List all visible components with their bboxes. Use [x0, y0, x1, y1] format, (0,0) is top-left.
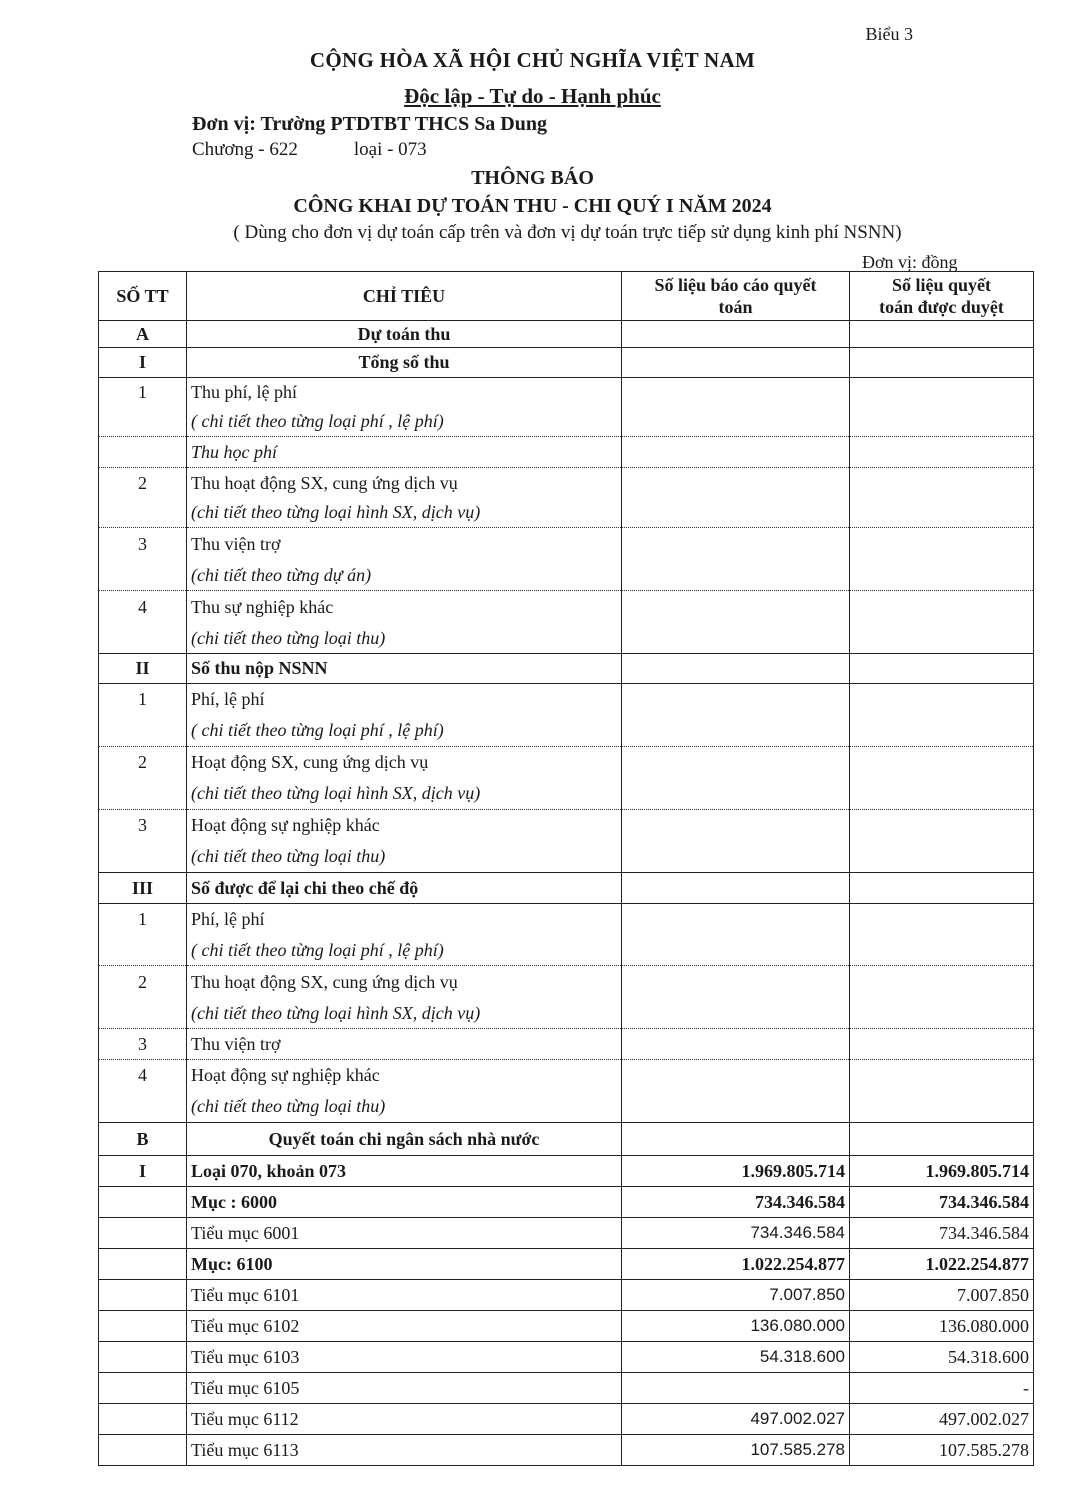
row-stt: II [99, 654, 187, 684]
row-duoc-duyet-value [850, 684, 1034, 716]
row-chi-tieu: Tiểu mục 6105 [187, 1373, 622, 1404]
table-row [99, 684, 1034, 716]
unit-name: Đơn vị: Trường PTDTBT THCS Sa Dung [192, 113, 547, 135]
row-duoc-duyet-value: 1.969.805.714 [850, 1156, 1034, 1187]
table-row [99, 1404, 1034, 1435]
row-duoc-duyet-value: 1.022.254.877 [850, 1249, 1034, 1280]
row-bao-cao-value [622, 468, 850, 499]
row-duoc-duyet-value [850, 528, 1034, 561]
row-duoc-duyet-value [850, 654, 1034, 684]
form-number: Biểu 3 [865, 24, 913, 44]
row-bao-cao-value [622, 654, 850, 684]
table-row [99, 561, 1034, 591]
row-duoc-duyet-value [850, 1092, 1034, 1123]
row-stt [99, 1092, 187, 1123]
currency-unit: Đơn vị: đồng [862, 252, 958, 272]
table-row [99, 468, 1034, 499]
table-row [99, 873, 1034, 904]
row-stt [99, 407, 187, 437]
row-chi-tieu: (chi tiết theo từng dự án) [187, 561, 622, 591]
row-duoc-duyet-value [850, 1060, 1034, 1092]
row-duoc-duyet-value: 136.080.000 [850, 1311, 1034, 1342]
row-bao-cao-value [622, 1060, 850, 1092]
row-duoc-duyet-value [850, 873, 1034, 904]
row-bao-cao-value: 107.585.278 [622, 1435, 850, 1466]
row-duoc-duyet-value [850, 716, 1034, 747]
row-duoc-duyet-value [850, 936, 1034, 966]
table-row [99, 1029, 1034, 1060]
table-row [99, 1249, 1034, 1280]
row-duoc-duyet-value [850, 779, 1034, 810]
row-chi-tieu: Thu phí, lệ phí [187, 378, 622, 407]
col-header-bao-cao [622, 272, 850, 321]
row-bao-cao-value [622, 1373, 850, 1404]
row-chi-tieu: Tiểu mục 6113 [187, 1435, 622, 1466]
row-stt: I [99, 1156, 187, 1187]
table-row [99, 1280, 1034, 1311]
row-duoc-duyet-value [850, 499, 1034, 528]
table-row [99, 407, 1034, 437]
row-chi-tieu: Tiểu mục 6103 [187, 1342, 622, 1373]
table-row [99, 348, 1034, 378]
row-stt [99, 1249, 187, 1280]
row-chi-tieu: (chi tiết theo từng loại thu) [187, 842, 622, 873]
loai-label: loại - 073 [353, 139, 427, 160]
row-bao-cao-value [622, 528, 850, 561]
table-row [99, 810, 1034, 842]
row-bao-cao-value: 734.346.584 [622, 1187, 850, 1218]
row-stt: 3 [99, 1029, 187, 1060]
table-row [99, 1218, 1034, 1249]
row-duoc-duyet-value [850, 561, 1034, 591]
row-bao-cao-value: 497.002.027 [622, 1404, 850, 1435]
row-stt [99, 1280, 187, 1311]
col-header-duoc-duyet [850, 272, 1034, 321]
row-chi-tieu: (chi tiết theo từng loại thu) [187, 1092, 622, 1123]
row-chi-tieu: Thu học phí [187, 437, 622, 468]
row-bao-cao-value [622, 591, 850, 624]
row-stt: 3 [99, 810, 187, 842]
table-row [99, 779, 1034, 810]
row-bao-cao-value [622, 716, 850, 747]
row-bao-cao-value [622, 1092, 850, 1123]
row-duoc-duyet-value [850, 468, 1034, 499]
row-bao-cao-value [622, 499, 850, 528]
row-duoc-duyet-value [850, 348, 1034, 378]
row-chi-tieu: (chi tiết theo từng loại thu) [187, 624, 622, 654]
table-row [99, 1092, 1034, 1123]
table-row [99, 378, 1034, 407]
row-duoc-duyet-value [850, 407, 1034, 437]
row-duoc-duyet-value [850, 842, 1034, 873]
row-stt: 2 [99, 747, 187, 779]
row-duoc-duyet-value [850, 1123, 1034, 1156]
table-row [99, 437, 1034, 468]
document-title: THÔNG BÁO [471, 167, 594, 189]
table-header-row [99, 272, 1034, 321]
row-chi-tieu: Thu sự nghiệp khác [187, 591, 622, 624]
row-stt [99, 561, 187, 591]
row-chi-tieu: Hoạt động SX, cung ứng dịch vụ [187, 747, 622, 779]
table-row [99, 936, 1034, 966]
table-row [99, 904, 1034, 936]
row-stt [99, 1342, 187, 1373]
row-chi-tieu: Quyết toán chi ngân sách nhà nước [187, 1123, 622, 1156]
table-row [99, 1342, 1034, 1373]
row-chi-tieu: (chi tiết theo từng loại hình SX, dịch vụ) [187, 999, 622, 1029]
row-stt [99, 1311, 187, 1342]
table-row [99, 624, 1034, 654]
row-bao-cao-value: 7.007.850 [622, 1280, 850, 1311]
row-bao-cao-value [622, 437, 850, 468]
row-chi-tieu: Phí, lệ phí [187, 684, 622, 716]
row-bao-cao-value: 1.022.254.877 [622, 1249, 850, 1280]
row-chi-tieu: Tiểu mục 6102 [187, 1311, 622, 1342]
row-bao-cao-value [622, 407, 850, 437]
row-chi-tieu: Thu hoạt động SX, cung ứng dịch vụ [187, 468, 622, 499]
table-row [99, 321, 1034, 348]
row-stt [99, 1404, 187, 1435]
row-duoc-duyet-value [850, 378, 1034, 407]
row-stt [99, 499, 187, 528]
motto-text: Độc lập - Tự do - Hạnh phúc [404, 84, 661, 108]
row-duoc-duyet-value [850, 321, 1034, 348]
table-row [99, 716, 1034, 747]
row-chi-tieu: Dự toán thu [187, 321, 622, 348]
row-bao-cao-value [622, 378, 850, 407]
row-chi-tieu: Hoạt động sự nghiệp khác [187, 810, 622, 842]
row-stt [99, 1373, 187, 1404]
row-bao-cao-value: 734.346.584 [622, 1218, 850, 1249]
row-chi-tieu: Mục : 6000 [187, 1187, 622, 1218]
row-chi-tieu: Thu hoạt động SX, cung ứng dịch vụ [187, 966, 622, 999]
row-bao-cao-value: 54.318.600 [622, 1342, 850, 1373]
table-body [99, 321, 1034, 1466]
row-bao-cao-value [622, 842, 850, 873]
table-row [99, 1123, 1034, 1156]
row-duoc-duyet-value: 734.346.584 [850, 1187, 1034, 1218]
table-row [99, 842, 1034, 873]
motto-heading [0, 84, 1065, 109]
row-bao-cao-value: 1.969.805.714 [622, 1156, 850, 1187]
chapter-line [192, 139, 427, 161]
row-bao-cao-value [622, 624, 850, 654]
row-stt [99, 999, 187, 1029]
row-bao-cao-value [622, 747, 850, 779]
row-stt: 3 [99, 528, 187, 561]
row-bao-cao-value [622, 810, 850, 842]
row-duoc-duyet-value [850, 747, 1034, 779]
row-bao-cao-value [622, 1123, 850, 1156]
col-header-stt: SỐ TT [99, 272, 187, 321]
row-chi-tieu: (chi tiết theo từng loại hình SX, dịch vụ) [187, 499, 622, 528]
table-row [99, 499, 1034, 528]
row-stt [99, 624, 187, 654]
row-chi-tieu: ( chi tiết theo từng loại phí , lệ phí) [187, 407, 622, 437]
row-bao-cao-value [622, 966, 850, 999]
row-stt: B [99, 1123, 187, 1156]
row-bao-cao-value [622, 904, 850, 936]
row-duoc-duyet-value [850, 437, 1034, 468]
row-bao-cao-value [622, 321, 850, 348]
row-stt: 2 [99, 966, 187, 999]
table-row [99, 528, 1034, 561]
row-chi-tieu: ( chi tiết theo từng loại phí , lệ phí) [187, 716, 622, 747]
row-chi-tieu: (chi tiết theo từng loại hình SX, dịch vụ) [187, 779, 622, 810]
row-duoc-duyet-value [850, 810, 1034, 842]
row-stt [99, 1218, 187, 1249]
row-duoc-duyet-value: - [850, 1373, 1034, 1404]
row-duoc-duyet-value: 7.007.850 [850, 1280, 1034, 1311]
row-duoc-duyet-value [850, 1029, 1034, 1060]
row-chi-tieu: Hoạt động sự nghiệp khác [187, 1060, 622, 1092]
col-header-bao-cao-line1: Số liệu báo cáo quyết [654, 275, 817, 295]
row-bao-cao-value [622, 873, 850, 904]
row-duoc-duyet-value [850, 904, 1034, 936]
row-stt: 1 [99, 904, 187, 936]
col-header-duyet-line1: Số liệu quyết [891, 275, 992, 295]
row-stt: A [99, 321, 187, 348]
table-row [99, 654, 1034, 684]
table-row [99, 999, 1034, 1029]
row-stt: 4 [99, 1060, 187, 1092]
row-bao-cao-value [622, 1029, 850, 1060]
table-row [99, 966, 1034, 999]
table-row [99, 1060, 1034, 1092]
row-bao-cao-value: 136.080.000 [622, 1311, 850, 1342]
document-subtitle: CÔNG KHAI DỰ TOÁN THU - CHI QUÝ I NĂM 2024 [293, 195, 772, 217]
row-chi-tieu: Tiểu mục 6101 [187, 1280, 622, 1311]
row-stt [99, 936, 187, 966]
row-chi-tieu: Mục: 6100 [187, 1249, 622, 1280]
row-stt: 4 [99, 591, 187, 624]
row-stt [99, 437, 187, 468]
col-header-duyet-line2: toán được duyệt [879, 297, 1004, 317]
row-duoc-duyet-value [850, 966, 1034, 999]
table-row [99, 747, 1034, 779]
row-stt: 2 [99, 468, 187, 499]
table-row [99, 591, 1034, 624]
row-duoc-duyet-value: 734.346.584 [850, 1218, 1034, 1249]
row-chi-tieu: Số được để lại chi theo chế độ [187, 873, 622, 904]
row-chi-tieu: Tiểu mục 6001 [187, 1218, 622, 1249]
nation-heading: CỘNG HÒA XÃ HỘI CHỦ NGHĨA VIỆT NAM [309, 48, 756, 72]
row-bao-cao-value [622, 779, 850, 810]
table-row [99, 1373, 1034, 1404]
usage-note: ( Dùng cho đơn vị dự toán cấp trên và đơn vị dự toán trực tiếp sử dụng kinh phí NSNN) [233, 222, 902, 243]
row-stt: 1 [99, 378, 187, 407]
row-duoc-duyet-value [850, 999, 1034, 1029]
row-chi-tieu: Tiểu mục 6112 [187, 1404, 622, 1435]
row-stt: 1 [99, 684, 187, 716]
table-row [99, 1187, 1034, 1218]
row-bao-cao-value [622, 999, 850, 1029]
budget-table [98, 271, 1034, 1466]
row-stt [99, 716, 187, 747]
row-stt [99, 842, 187, 873]
row-chi-tieu: Thu viện trợ [187, 528, 622, 561]
row-chi-tieu: Số thu nộp NSNN [187, 654, 622, 684]
row-stt: III [99, 873, 187, 904]
row-bao-cao-value [622, 684, 850, 716]
row-bao-cao-value [622, 348, 850, 378]
chuong-label: Chương - 622 [192, 139, 298, 160]
table-row [99, 1311, 1034, 1342]
row-chi-tieu: Tổng số thu [187, 348, 622, 378]
row-chi-tieu: ( chi tiết theo từng loại phí , lệ phí) [187, 936, 622, 966]
row-duoc-duyet-value [850, 591, 1034, 624]
row-chi-tieu: Loại 070, khoản 073 [187, 1156, 622, 1187]
col-header-chi-tieu: CHỈ TIÊU [187, 272, 622, 321]
row-duoc-duyet-value [850, 624, 1034, 654]
table-row [99, 1156, 1034, 1187]
row-bao-cao-value [622, 561, 850, 591]
row-duoc-duyet-value: 54.318.600 [850, 1342, 1034, 1373]
row-stt [99, 1435, 187, 1466]
row-duoc-duyet-value: 107.585.278 [850, 1435, 1034, 1466]
row-chi-tieu: Thu viện trợ [187, 1029, 622, 1060]
row-duoc-duyet-value: 497.002.027 [850, 1404, 1034, 1435]
row-stt [99, 1187, 187, 1218]
row-stt [99, 779, 187, 810]
row-chi-tieu: Phí, lệ phí [187, 904, 622, 936]
col-header-bao-cao-line2: toán [718, 297, 753, 317]
row-bao-cao-value [622, 936, 850, 966]
row-stt: I [99, 348, 187, 378]
table-row [99, 1435, 1034, 1466]
